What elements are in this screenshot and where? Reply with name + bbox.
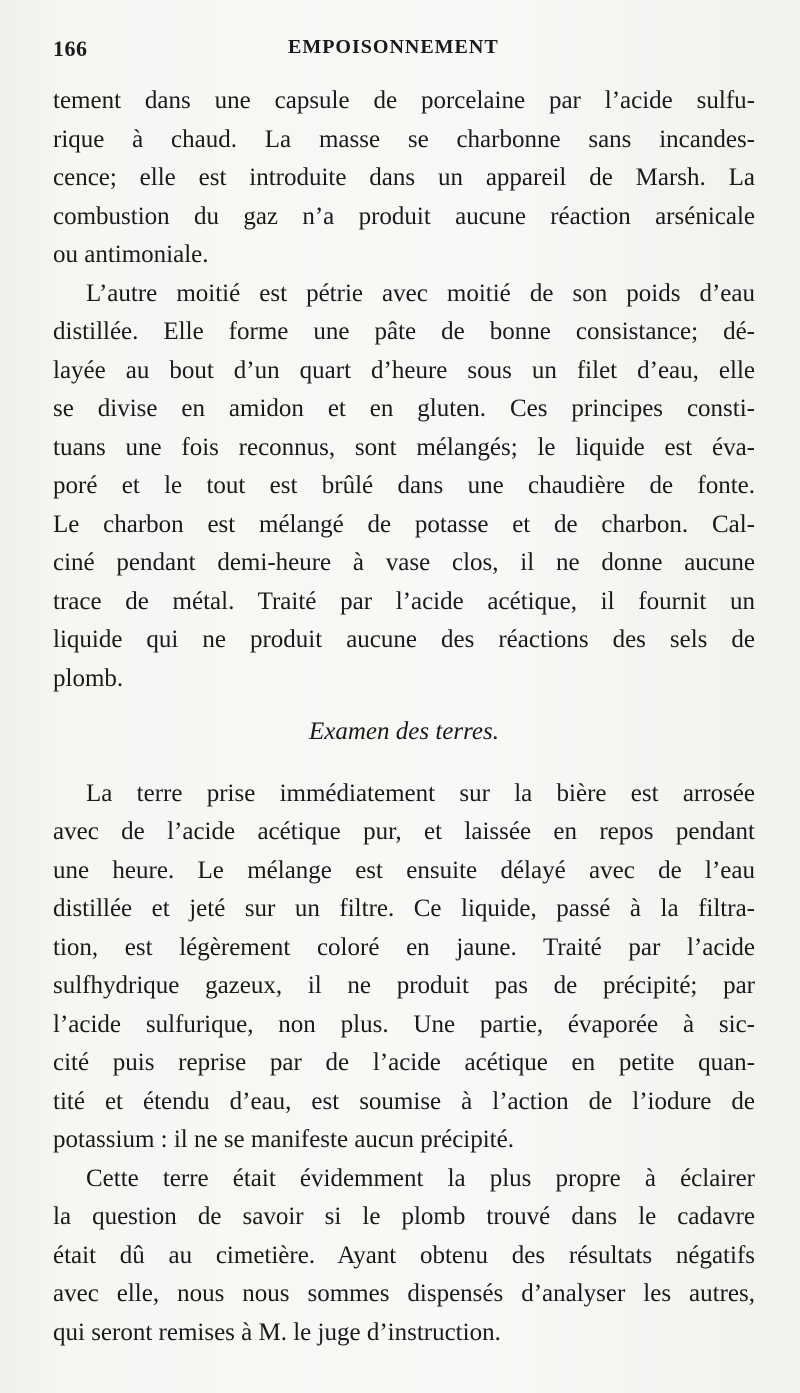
text-line: rique à chaud. La masse se charbonne sans incandes-	[53, 125, 755, 153]
text-line: ou antimoniale.	[53, 241, 209, 268]
text-line: se divise en amidon et en gluten. Ces principes consti-	[53, 395, 755, 422]
section-heading: Examen des terres.	[309, 718, 499, 745]
text-line: était dû au cimetière. Ayant obtenu des résultats négatifs	[53, 1241, 755, 1269]
page-header	[53, 36, 750, 76]
text-line: une heure. Le mélange est ensuite délayé avec de l’eau	[53, 856, 755, 884]
text-line: l’acide sulfurique, non plus. Une partie, évaporée à sic-	[53, 1010, 755, 1038]
paragraph-terre-prise	[53, 775, 755, 1160]
text-line: sulfhydrique gazeux, il ne produit pas de précipité; par	[53, 972, 755, 999]
text-line: distillée. Elle forme une pâte de bonne consistance; dé-	[53, 318, 755, 345]
text-line: plomb.	[53, 664, 124, 692]
text-line: distillée et jeté sur un filtre. Ce liquide, passé à la filtra-	[53, 895, 755, 922]
text-line: tement dans une capsule de porcelaine par l’acide sulfu-	[53, 87, 755, 114]
text-line: qui seront remises à M. le juge d’instruction.	[53, 1318, 501, 1346]
text-line: avec de l’acide acétique pur, et laissée en repos pendant	[53, 818, 755, 845]
text-line: layée au bout d’un quart d’heure sous un filet d’eau, elle	[53, 356, 755, 384]
text-line: potassium : il ne se manifeste aucun précipité.	[53, 1126, 514, 1153]
text-line: cité puis reprise par de l’acide acétique en petite quan-	[53, 1049, 755, 1076]
text-line: tion, est légèrement coloré en jaune. Traité par l’acide	[53, 933, 755, 961]
text-line: ciné pendant demi-heure à vase clos, il ne donne aucune	[53, 549, 755, 576]
paragraph-continuation	[53, 82, 755, 275]
text-line: combustion du gaz n’a produit aucune réaction arsénicale	[53, 202, 755, 230]
paragraph-autre-moitie	[53, 275, 755, 699]
text-line: poré et le tout est brûlé dans une chaudière de fonte.	[53, 472, 755, 499]
text-line: tuans une fois reconnus, sont mélangés; le liquide est éva-	[53, 433, 755, 461]
text-line: trace de métal. Traité par l’acide acétique, il fournit un	[53, 587, 755, 615]
body-text	[53, 82, 755, 1352]
paragraph-cette-terre	[53, 1160, 755, 1353]
running-title: EMPOISONNEMENT	[288, 36, 499, 58]
page-number: 166	[53, 36, 88, 61]
text-line: liquide qui ne produit aucune des réactions des sels de	[53, 626, 755, 653]
text-line: cence; elle est introduite dans un appareil de Marsh. La	[53, 164, 755, 191]
text-line: la question de savoir si le plomb trouvé dans le cadavre	[53, 1203, 755, 1230]
text-line: Le charbon est mélangé de potasse et de charbon. Cal-	[53, 510, 755, 538]
text-line: Cette terre était évidemment la plus propre à éclairer	[86, 1164, 755, 1192]
text-line: La terre prise immédiatement sur la bière est arrosée	[86, 779, 755, 807]
text-line: tité et étendu d’eau, est soumise à l’action de l’iodure de	[53, 1087, 755, 1115]
text-line: L’autre moitié est pétrie avec moitié de son poids d’eau	[86, 279, 755, 307]
text-line: avec elle, nous nous sommes dispensés d’analyser les autres,	[53, 1280, 755, 1307]
